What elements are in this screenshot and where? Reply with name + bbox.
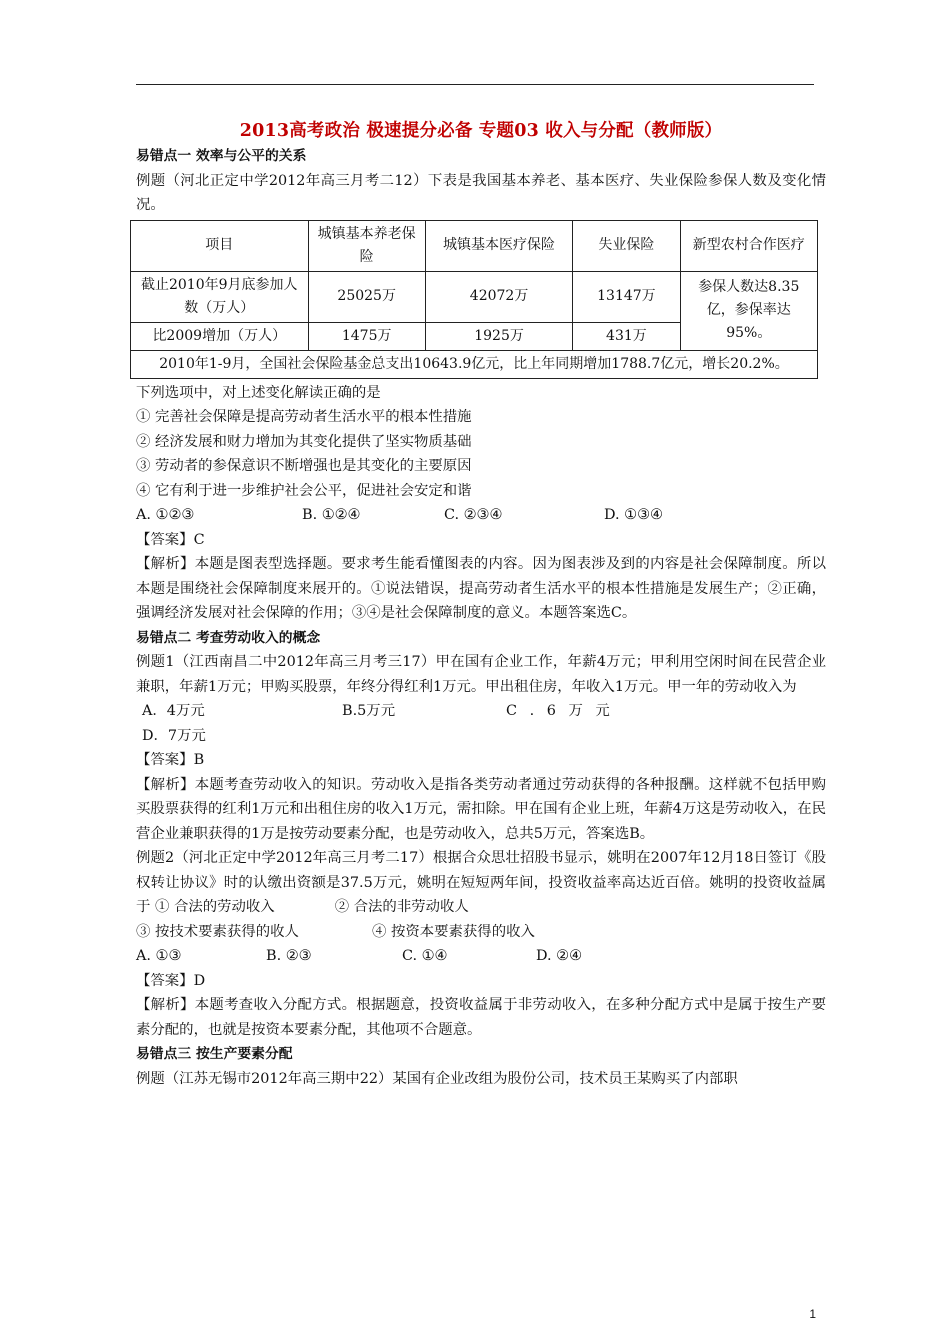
statement-2: ② 合法的非劳动收人 xyxy=(334,899,469,915)
answer: 【答案】C xyxy=(136,531,205,548)
option-d: D. ②④ xyxy=(536,948,582,964)
analysis: 【解析】本题考查收入分配方式。根据题意，投资收益属于非劳动收入，在多种分配方式中是属于按生产要素分配的，也就是按资本要素分配，其他项不合题意。 xyxy=(136,997,826,1038)
table-cell: 截止2010年9月底参加人数（万人） xyxy=(131,271,309,322)
table-header-cell: 城镇基本医疗保险 xyxy=(425,220,572,271)
example-2: 例题2（河北正定中学2012年高三月考二17）根据合众思壮招股书显示，姚明在2007年12月18日签订《股权转让协议》时的认缴出资额是37.5万元，姚明在短短两年间，投资收益率高达近百倍。姚明的投资收益属于 ① 合法的劳动收入 ② 合法的非劳动收人 xyxy=(136,850,826,915)
table-header-row xyxy=(131,220,818,271)
analysis: 【解析】本题考查劳动收入的知识。劳动收入是指各类劳动者通过劳动获得的各种报酬。这样就不包括甲购买股票获得的红利1万元和出租住房的收入1万元，需扣除。甲在国有企业上班，年薪4万这是劳动收入，在民营企业兼职获得的1万是按劳动要素分配，也是劳动收入，总共5万元，答案选B。 xyxy=(136,776,826,842)
option-a: A．4万元 xyxy=(142,703,205,719)
document-title: 2013高考政治 极速提分必备 专题03 收入与分配（教师版） xyxy=(239,121,723,141)
option-c: C. ②③④ xyxy=(444,507,503,523)
option-d: D．7万元 xyxy=(142,727,206,744)
table-header-cell: 失业保险 xyxy=(573,220,680,271)
example-2-options xyxy=(136,944,826,969)
option-c: C. ①④ xyxy=(402,948,448,964)
example-intro: 例题（河北正定中学2012年高三月考二12）下表是我国基本养老、基本医疗、失业保险参保人数及变化情况。 xyxy=(136,172,826,213)
option-a: A. ①③ xyxy=(136,948,182,964)
table-row xyxy=(131,271,818,322)
table-cell: 13147万 xyxy=(573,271,680,322)
question-stem: 下列选项中，对上述变化解读正确的是 xyxy=(136,384,381,401)
example-1: 例题1（江西南昌二中2012年高三月考三17）甲在国有企业工作，年薪4万元；甲利用空闲时间在民营企业兼职，年薪1万元；甲购买股票，年终分得红利1万元。甲出租住房，年收入1万元。甲一年的劳动收入为 xyxy=(136,654,826,695)
section-heading-3: 易错点三 按生产要素分配 xyxy=(136,1046,293,1062)
option-a: A. ①②③ xyxy=(136,507,195,523)
table-header-cell: 项目 xyxy=(131,220,309,271)
answer: 【答案】D xyxy=(136,972,206,989)
table-footer-row xyxy=(131,350,818,378)
statement-4: ④ 它有利于进一步维护社会公平，促进社会安定和谐 xyxy=(136,482,472,499)
statement-2: ② 经济发展和财力增加为其变化提供了坚实物质基础 xyxy=(136,433,472,450)
table-header-cell: 城镇基本养老保险 xyxy=(308,220,425,271)
table-cell-rural: 参保人数达8.35亿，参保率达95%。 xyxy=(680,271,817,350)
statement-3: ③ 按技术要素获得的收人 xyxy=(136,923,299,940)
table-footer-cell: 2010年1-9月，全国社会保险基金总支出10643.9亿元，比上年同期增加1788.7亿元，增长20.2%。 xyxy=(131,350,818,378)
table-cell: 25025万 xyxy=(308,271,425,322)
document-body xyxy=(136,118,826,1091)
answer-options xyxy=(136,503,826,528)
analysis: 【解析】本题是图表型选择题。要求考生能看懂图表的内容。因为图表涉及到的内容是社会保障制度。所以本题是围绕社会保障制度来展开的。①说法错误，提高劳动者生活水平的根本性措施是发展生产；②正确，强调经济发展对社会保障的作用；③④是社会保障制度的意义。本题答案选C。 xyxy=(136,556,826,621)
insurance-table xyxy=(130,220,818,379)
table-cell: 42072万 xyxy=(425,271,572,322)
option-b: B. ①②④ xyxy=(302,507,361,523)
option-b: B.5万元 xyxy=(342,703,396,719)
page-number: 1 xyxy=(809,1307,816,1321)
statement-3: ③ 劳动者的参保意识不断增强也是其变化的主要原因 xyxy=(136,458,472,474)
header-rule xyxy=(136,84,814,85)
statement-1: ① 合法的劳动收入 xyxy=(150,899,275,915)
example-2-statements-line2 xyxy=(136,920,826,945)
option-b: B. ②③ xyxy=(266,948,312,964)
table-cell: 1925万 xyxy=(425,322,572,350)
example: 例题（江苏无锡市2012年高三期中22）某国有企业改组为股份公司，技术员王某购买了内部职 xyxy=(136,1070,738,1087)
option-d: D. ①③④ xyxy=(604,507,663,523)
section-heading-1: 易错点一 效率与公平的关系 xyxy=(136,148,307,164)
table-cell: 比2009增加（万人） xyxy=(131,322,309,350)
statement-1: ① 完善社会保障是提高劳动者生活水平的根本性措施 xyxy=(136,409,472,425)
answer: 【答案】B xyxy=(136,752,205,768)
example-1-options xyxy=(136,699,826,724)
table-cell: 1475万 xyxy=(308,322,425,350)
section-heading-2: 易错点二 考查劳动收入的概念 xyxy=(136,629,321,646)
statement-4: ④ 按资本要素获得的收入 xyxy=(372,923,535,940)
table-header-cell: 新型农村合作医疗 xyxy=(680,220,817,271)
table-cell: 431万 xyxy=(573,322,680,350)
option-c: C . 6 万 元 xyxy=(506,703,610,719)
